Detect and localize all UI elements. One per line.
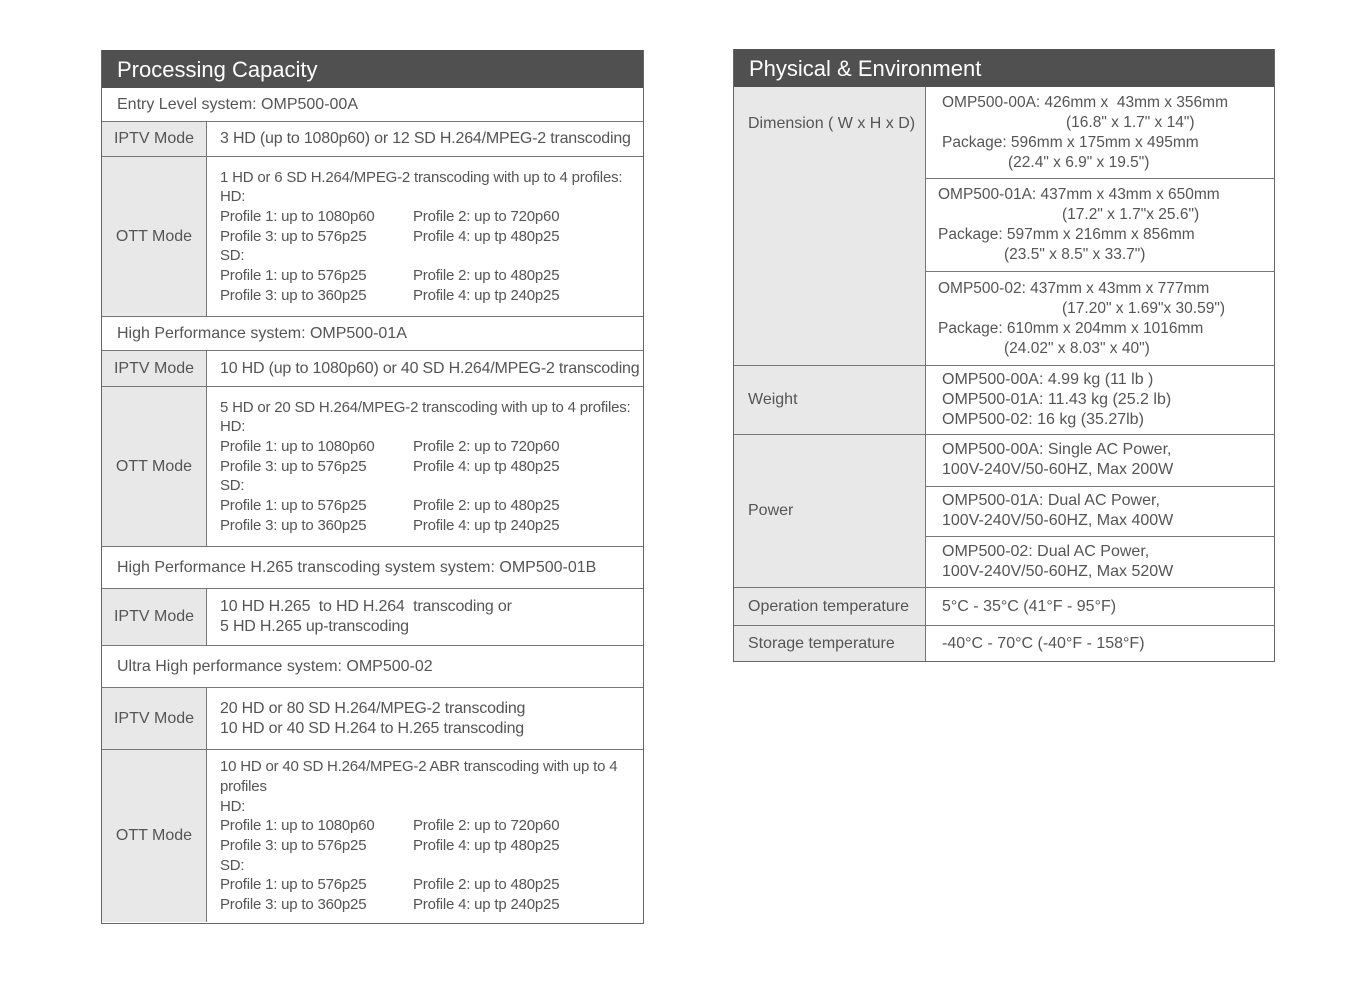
ott-intro: 1 HD or 6 SD H.264/MPEG-2 transcoding with up to 4 profiles: [220,168,623,186]
dimension-cell [926,178,1274,271]
profile-row [220,836,643,856]
weight-row [734,365,1274,434]
cell-text: Profile 2: up to 480p25 [413,267,560,285]
processing-capacity-table [101,50,644,924]
cell-text: (17.2" x 1.7"x 25.6") [1062,206,1200,223]
ott-mode-value [207,387,643,546]
iptv-mode-value [207,122,643,156]
system-name: Ultra High performance system: OMP500-02 [102,645,643,687]
cell-text: OMP500-02: 16 kg (35.27lb) [942,411,1144,428]
cell-text: OMP500-01A: 11.43 kg (25.2 lb) [942,391,1172,408]
dimension-label: Dimension ( W x H x D) [734,87,926,365]
ott-mode-label: OTT Mode [102,157,207,316]
iptv-mode-row [102,588,643,645]
cell-text: Package: 597mm x 216mm x 856mm [938,226,1195,243]
power-cell [926,536,1274,587]
profile-row [220,496,643,516]
power-row [734,434,1274,587]
ott-mode-value [207,750,643,922]
hd-heading: HD: [220,418,246,436]
weight-cell [926,366,1274,434]
processing-capacity-title: Processing Capacity [102,50,643,88]
storage-temperature-row [734,625,1274,661]
cell-text: OMP500-00A: 426mm x 43mm x 356mm [942,93,1228,111]
dimension-cell [926,271,1274,365]
cell-text: Profile 4: up tp 240p25 [413,896,560,914]
iptv-line: 10 HD or 40 SD H.264 to H.265 transcoding [220,719,524,737]
cell-text: 5°C - 35°C (41°F - 95°F) [942,597,1117,615]
cell-text: Profile 1: up to 576p25 [220,876,367,894]
profile-row [220,286,643,306]
iptv-mode-label: IPTV Mode [102,688,207,749]
cell-text: Package: 610mm x 204mm x 1016mm [938,319,1204,337]
weight-label: Weight [734,366,926,434]
cell-text: Profile 1: up to 1080p60 [220,437,375,455]
cell-text: Profile 1: up to 1080p60 [220,207,375,225]
ott-mode-value [207,157,643,316]
cell-text: Profile 2: up to 480p25 [413,876,560,894]
cell-text: 100V-240V/50-60HZ, Max 400W [942,512,1174,530]
cell-text: Profile 1: up to 1080p60 [220,817,375,835]
cell-text: OMP500-01A: 437mm x 43mm x 650mm [938,186,1220,203]
cell-text: 100V-240V/50-60HZ, Max 520W [942,563,1174,581]
ott-intro: profiles [220,777,267,795]
cell-text: Profile 3: up to 576p25 [220,457,367,475]
profile-row [220,227,643,247]
ott-mode-row [102,156,643,316]
cell-text: (22.4" x 6.9" x 19.5") [1008,153,1150,171]
operation-temperature-value [926,588,1274,625]
iptv-line: 20 HD or 80 SD H.264/MPEG-2 transcoding [220,699,526,717]
ott-mode-label: OTT Mode [102,387,207,546]
power-cell [926,486,1274,537]
sd-heading: SD: [220,247,245,265]
cell-text: Profile 2: up to 720p60 [413,437,560,455]
iptv-line: 10 HD H.265 to HD H.264 transcoding or [220,598,512,616]
cell-text: Profile 1: up to 576p25 [220,267,367,285]
ott-intro: 10 HD or 40 SD H.264/MPEG-2 ABR transcoding with up to 4 [220,758,618,776]
profile-row [220,516,643,536]
iptv-mode-row [102,350,643,386]
power-label: Power [734,435,926,587]
cell-text: Profile 1: up to 576p25 [220,497,367,515]
cell-text: Profile 3: up to 360p25 [220,896,367,914]
iptv-mode-value [207,688,643,749]
cell-text: Profile 4: up tp 240p25 [413,286,560,304]
cell-text: (23.5" x 8.5" x 33.7") [1004,246,1146,263]
cell-text: OMP500-02: 437mm x 43mm x 777mm [938,279,1210,297]
dimension-cell [926,87,1274,178]
profile-row [220,207,643,227]
cell-text: Profile 2: up to 480p25 [413,497,560,515]
iptv-line: 5 HD H.265 up-transcoding [220,618,409,635]
cell-text: -40°C - 70°C (-40°F - 158°F) [942,634,1145,652]
storage-temperature-label: Storage temperature [734,626,926,661]
cell-text: Profile 4: up tp 480p25 [413,227,560,245]
cell-text: 100V-240V/50-60HZ, Max 200W [942,461,1174,479]
cell-text: (17.20" x 1.69"x 30.59") [1062,299,1225,317]
dimension-row [734,87,1274,365]
iptv-mode-row [102,687,643,749]
iptv-line: 3 HD (up to 1080p60) or 12 SD H.264/MPEG-2 transcoding [220,130,631,148]
iptv-line: 10 HD (up to 1080p60) or 40 SD H.264/MPEG-2 transcoding [220,359,640,377]
sd-heading: SD: [220,477,245,495]
hd-heading: HD: [220,797,246,815]
ott-mode-row [102,386,643,546]
cell-text: OMP500-02: Dual AC Power, [942,543,1150,561]
sd-heading: SD: [220,856,245,874]
operation-temperature-row [734,587,1274,625]
cell-text: Profile 3: up to 576p25 [220,227,367,245]
ott-intro: 5 HD or 20 SD H.264/MPEG-2 transcoding with up to 4 profiles: [220,398,631,416]
cell-text: OMP500-00A: Single AC Power, [942,441,1172,459]
cell-text: Profile 4: up tp 480p25 [413,457,560,475]
iptv-mode-label: IPTV Mode [102,351,207,386]
cell-text: Profile 4: up tp 240p25 [413,516,560,534]
ott-mode-row [102,749,643,922]
physical-environment-title: Physical & Environment [734,49,1274,87]
profile-row [220,457,643,477]
cell-text: Profile 3: up to 360p25 [220,516,367,534]
iptv-mode-row [102,121,643,156]
cell-text: OMP500-01A: Dual AC Power, [942,492,1160,510]
iptv-mode-label: IPTV Mode [102,122,207,156]
profile-row [220,816,643,836]
cell-text: Profile 4: up tp 480p25 [413,837,560,854]
cell-text: Package: 596mm x 175mm x 495mm [942,133,1199,151]
power-cell [926,435,1274,486]
cell-text: OMP500-00A: 4.99 kg (11 lb ) [942,371,1154,388]
iptv-mode-label: IPTV Mode [102,589,207,645]
ott-mode-label: OTT Mode [102,750,207,922]
profile-row [220,266,643,286]
physical-environment-table [733,49,1275,662]
cell-text: (16.8" x 1.7" x 14") [1066,113,1195,131]
profile-row [220,437,643,457]
hd-heading: HD: [220,188,246,206]
cell-text: Profile 2: up to 720p60 [413,207,560,225]
cell-text: (24.02" x 8.03" x 40") [1004,339,1150,357]
operation-temperature-label: Operation temperature [734,588,926,625]
cell-text: Profile 2: up to 720p60 [413,817,560,835]
storage-temperature-value [926,626,1274,661]
profile-row [220,875,643,895]
cell-text: Profile 3: up to 360p25 [220,286,367,304]
system-name: High Performance system: OMP500-01A [102,316,643,350]
system-name: High Performance H.265 transcoding system system: OMP500-01B [102,546,643,588]
profile-row [220,895,643,915]
iptv-mode-value [207,589,643,645]
iptv-mode-value [207,351,643,386]
system-name: Entry Level system: OMP500-00A [117,95,358,113]
cell-text: Profile 3: up to 576p25 [220,837,367,854]
